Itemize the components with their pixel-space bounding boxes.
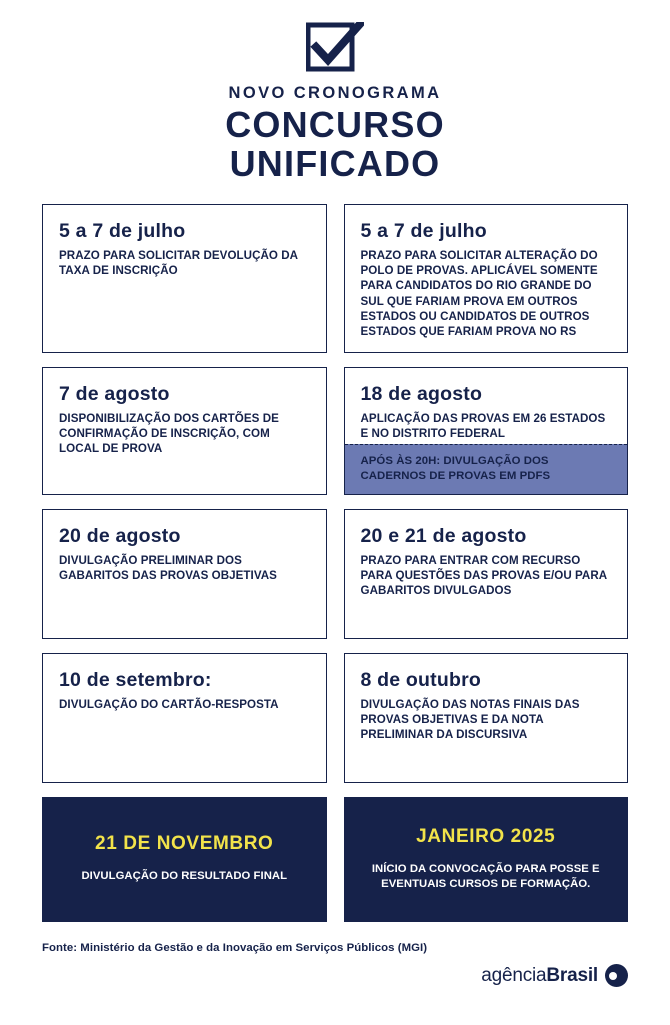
- brand-circle-icon: [605, 964, 628, 987]
- card-description: PRAZO PARA ENTRAR COM RECURSO PARA QUESTÕES DAS PROVAS E/OU PARA GABARITOS DIVULGADOS: [360, 553, 607, 598]
- card-description: DIVULGAÇÃO DO CARTÃO-RESPOSTA: [59, 697, 279, 711]
- timeline-card: [42, 653, 327, 783]
- card-description: DIVULGAÇÃO DO RESULTADO FINAL: [81, 870, 288, 883]
- source-note: Fonte: Ministério da Gestão e da Inovação em Serviços Públicos (MGI): [42, 941, 428, 954]
- timeline-card: [42, 367, 327, 495]
- timeline-card: [344, 653, 629, 783]
- timeline-grid: [42, 204, 628, 922]
- card-date: 20 de agosto: [59, 524, 181, 547]
- card-description: DIVULGAÇÃO PRELIMINAR DOS GABARITOS DAS PROVAS OBJETIVAS: [59, 553, 277, 582]
- timeline-card: [344, 367, 629, 495]
- card-description: DIVULGAÇÃO DAS NOTAS FINAIS DAS PROVAS OBJETIVAS E DA NOTA PRELIMINAR DA DISCURSIVA: [360, 697, 580, 742]
- card-date: 8 de outubro: [360, 668, 481, 691]
- card-highlight-strip: APÓS ÀS 20H: DIVULGAÇÃO DOS CADERNOS DE PROVAS EM PDFS: [345, 444, 628, 494]
- checkbox-check-icon: [306, 22, 364, 72]
- card-date: 18 de agosto: [360, 382, 483, 405]
- card-date: 7 de agosto: [59, 382, 170, 405]
- card-date: 21 DE NOVEMBRO: [95, 833, 274, 855]
- brand-name: [481, 965, 598, 987]
- timeline-card-highlight: [344, 797, 629, 922]
- card-description: PRAZO PARA SOLICITAR ALTERAÇÃO DO POLO DE PROVAS. APLICÁVEL SOMENTE PARA CANDIDATOS DO RIO GRANDE DO SUL QUE FARIAM PROVA EM OUTROS ESTADOS OU CANDIDATOS DE OUTROS ESTADOS QUE FARIAM PROVA NO RS: [360, 248, 598, 339]
- kicker-text: NOVO CRONOGRAMA: [228, 84, 442, 102]
- brand-logo: [481, 964, 628, 987]
- header: [42, 0, 628, 184]
- page-title-line2: UNIFICADO: [229, 142, 441, 184]
- card-description: APLICAÇÃO DAS PROVAS EM 26 ESTADOS E NO DISTRITO FEDERAL: [360, 411, 606, 440]
- card-description: PRAZO PARA SOLICITAR DEVOLUÇÃO DA TAXA DE INSCRIÇÃO: [59, 248, 298, 278]
- timeline-card: [42, 204, 327, 353]
- card-date: 10 de setembro:: [59, 668, 212, 691]
- card-date: JANEIRO 2025: [416, 825, 556, 847]
- card-description: INÍCIO DA CONVOCAÇÃO PARA POSSE E EVENTUAIS CURSOS DE FORMAÇÃO.: [371, 862, 600, 891]
- card-date: 5 a 7 de julho: [360, 219, 487, 242]
- brand-name-light: agência: [481, 964, 547, 986]
- card-date: 5 a 7 de julho: [59, 219, 186, 242]
- timeline-card: [344, 509, 629, 639]
- card-date: 20 e 21 de agosto: [360, 524, 527, 547]
- card-description: DISPONIBILIZAÇÃO DOS CARTÕES DE CONFIRMAÇÃO DE INSCRIÇÃO, COM LOCAL DE PROVA: [59, 411, 279, 456]
- brand-name-bold: Brasil: [546, 964, 598, 986]
- page-title-line1: CONCURSO: [225, 104, 445, 145]
- timeline-card: [42, 509, 327, 639]
- timeline-card: [344, 204, 629, 353]
- timeline-card-highlight: [42, 797, 327, 922]
